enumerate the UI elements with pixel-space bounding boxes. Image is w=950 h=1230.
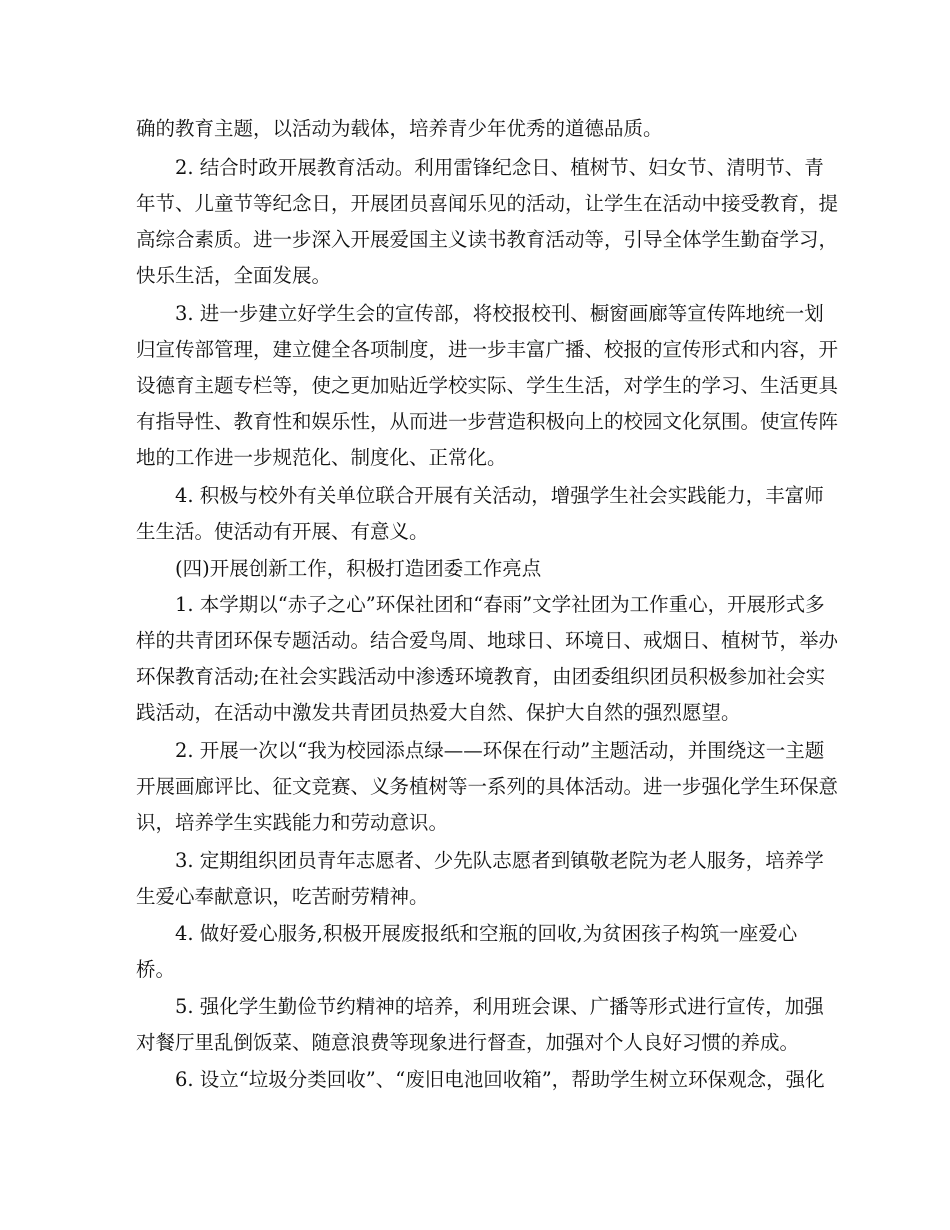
paragraph-first-line: 5. 强化学生勤俭节约精神的培养，利用班会课、广播等形式进行宣传，加强 [175, 995, 824, 1018]
text-line: 归宣传部管理，建立健全各项制度，进一步丰富广播、校报的宣传形式和内容，开 [136, 338, 839, 361]
text-line: 对餐厅里乱倒饭菜、随意浪费等现象进行督查，加强对个人良好习惯的养成。 [136, 1031, 800, 1054]
paragraph-first-line: 4. 积极与校外有关单位联合开展有关活动，增强学生社会实践能力，丰富师 [175, 484, 824, 507]
text-line: 快乐生活，全面发展。 [136, 264, 332, 287]
text-line: 样的共青团环保专题活动。结合爱鸟周、地球日、环境日、戒烟日、植树节，举办 [136, 629, 839, 652]
paragraph-first-line: 6. 设立“垃圾分类回收”、“废旧电池回收箱”，帮助学生树立环保观念，强化 [175, 1068, 825, 1091]
paragraph-first-line: 1. 本学期以“赤子之心”环保社团和“春雨”文学社团为工作重心，开展形式多 [175, 593, 825, 616]
text-line: 设德育主题专栏等，使之更加贴近学校实际、学生生活，对学生的学习、生活更具 [136, 374, 839, 397]
section-heading: (四)开展创新工作，积极打造团委工作亮点 [175, 557, 542, 580]
text-line: 开展画廊评比、征文竞赛、义务植树等一系列的具体活动。进一步强化学生环保意 [136, 775, 839, 798]
text-line: 生生活。使活动有开展、有意义。 [136, 520, 429, 543]
text-line: 生爱心奉献意识，吃苦耐劳精神。 [136, 885, 429, 908]
text-line: 识，培养学生实践能力和劳动意识。 [136, 811, 449, 834]
text-line: 桥。 [136, 958, 176, 981]
paragraph-first-line: 2. 开展一次以“我为校园添点绿——环保在行动”主题活动，并围绕这一主题 [175, 739, 825, 762]
text-line: 高综合素质。进一步深入开展爱国主义读书教育活动等，引导全体学生勤奋学习， [136, 228, 839, 251]
text-line: 地的工作进一步规范化、制度化、正常化。 [136, 446, 507, 469]
text-line: 年节、儿童节等纪念日，开展团员喜闻乐见的活动，让学生在活动中接受教育，提 [136, 192, 839, 215]
paragraph-first-line: 3. 定期组织团员青年志愿者、少先队志愿者到镇敬老院为老人服务，培养学 [175, 849, 824, 872]
text-line: 确的教育主题，以活动为载体，培养青少年优秀的道德品质。 [136, 117, 663, 140]
paragraph-first-line: 2. 结合时政开展教育活动。利用雷锋纪念日、植树节、妇女节、清明节、青 [175, 156, 824, 179]
text-line: 环保教育活动;在社会实践活动中渗透环境教育，由团委组织团员积极参加社会实 [136, 665, 826, 688]
text-line: 践活动，在活动中激发共青团员热爱大自然、保护大自然的强烈愿望。 [136, 701, 741, 724]
paragraph-first-line: 4. 做好爱心服务,积极开展废报纸和空瓶的回收,为贫困孩子构筑一座爱心 [175, 922, 798, 945]
paragraph-first-line: 3. 进一步建立好学生会的宣传部，将校报校刊、橱窗画廊等宣传阵地统一划 [175, 302, 824, 325]
text-line: 有指导性、教育性和娱乐性，从而进一步营造积极向上的校园文化氛围。使宣传阵 [136, 410, 839, 433]
